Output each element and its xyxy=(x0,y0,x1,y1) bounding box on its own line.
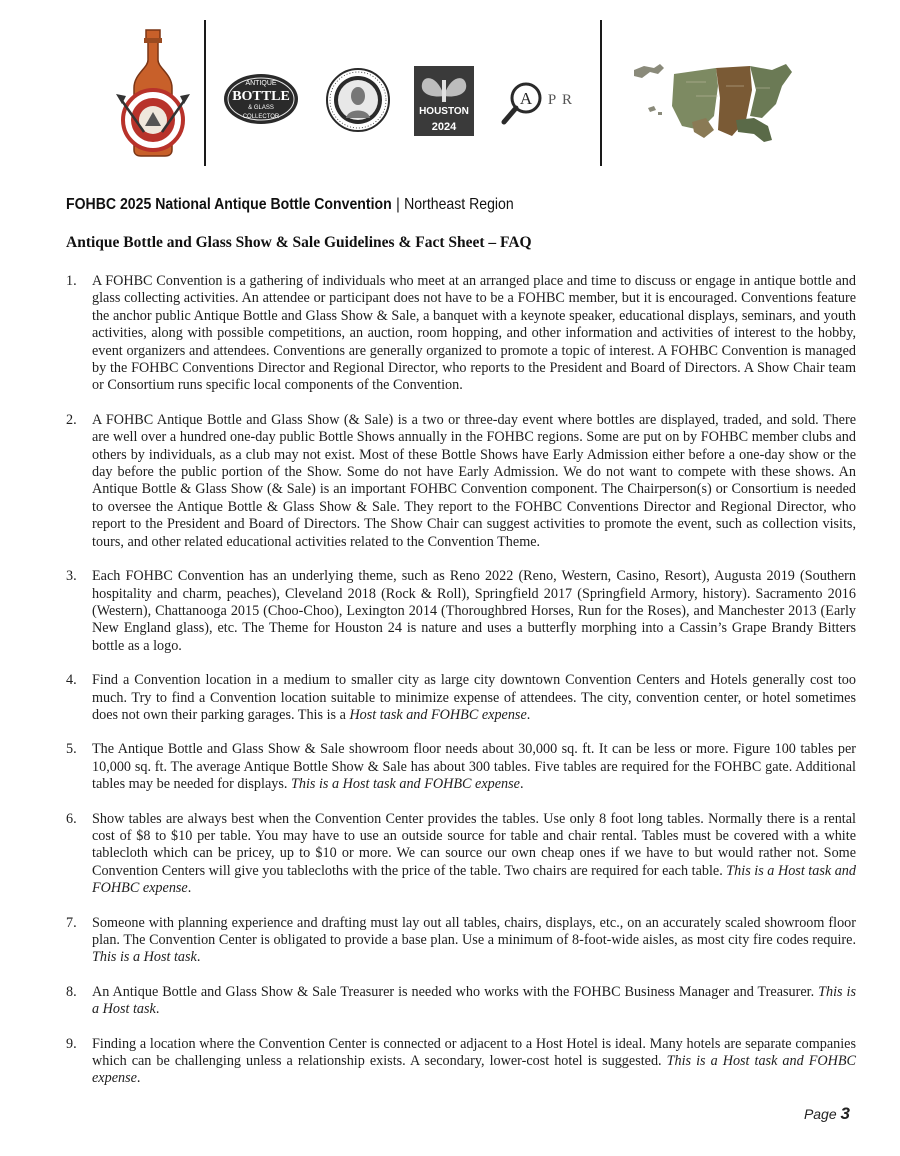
faq-text: An Antique Bottle and Glass Show & Sale Treasurer is needed who works with the FOHBC Business Manager and Treasurer. xyxy=(92,983,819,1000)
faq-number: 5. xyxy=(66,741,77,758)
faq-text: The Antique Bottle and Glass Show & Sale showroom floor needs about 30,000 sq. ft. It can be less or more. Figure 100 tables per 10,000 sq. ft. The average Antique Bottle Show & Sale has about 300 tables. Five tables are required for the FOHBC gate. Additional tables may be needed for displays. xyxy=(92,741,856,793)
faq-item-5 xyxy=(66,741,856,793)
apr-letter-p: P xyxy=(547,92,557,108)
faq-number: 9. xyxy=(66,1035,77,1052)
faq-item-9 xyxy=(66,1036,856,1088)
houston-year: 2024 xyxy=(431,121,457,133)
faq-number: 1. xyxy=(66,273,77,289)
faq-number: 8. xyxy=(66,983,77,1000)
faq-text: Find a Convention location in a medium to smaller city as large city downtown Convention Centers and Hotels generally cost too much. Try to find a Convention location suitable to minimize expense of attendees. The city, convention center, or hotel sometimes does not own their parking garages. This is a xyxy=(92,672,856,723)
houston-2024-logo xyxy=(414,66,474,136)
faq-tail: . xyxy=(519,776,524,793)
faq-item-3 xyxy=(66,568,856,655)
faq-subtitle: Antique Bottle and Glass Show & Sale Guidelines & Fact Sheet – FAQ xyxy=(66,234,532,251)
page-label: Page xyxy=(803,1106,837,1122)
faq-text: Someone with planning experience and drafting must lay out all tables, chairs, displays, etc., on an accurately scaled showroom floor plan. The Convention Center is obligated to provide a base plan. Use a minimum of 8-foot-wide aisles, as most city fire codes require. xyxy=(92,914,856,948)
abc-line-4: COLLECTOR xyxy=(242,114,280,120)
header-divider xyxy=(600,20,602,166)
page-title xyxy=(66,196,752,214)
apr-magnifier-logo xyxy=(500,78,582,128)
faq-tail: . xyxy=(196,949,201,966)
apr-letter-a: A xyxy=(519,89,533,108)
page-number xyxy=(804,1104,850,1124)
header-logos xyxy=(0,0,900,180)
title-separator: | xyxy=(396,196,400,213)
portrait-medallion-logo xyxy=(326,68,390,132)
faq-item-4 xyxy=(66,672,856,724)
us-regions-map xyxy=(626,56,796,148)
faq-text: Show tables are always best when the Convention Center provides the tables. Use only 8 foot long tables. Normally there is a rental cost of $8 to $10 per table. You may have to use an outside source for table and chair rental. Tables must be covered with a white tablecloth which can be pricey, up to $10 or more. We can source our own cheap ones if we have to but would rather not. Some Convention Centers will give you tablecloths with the price of the table. Two chairs are required for each table. xyxy=(92,810,856,879)
faq-number: 2. xyxy=(66,411,77,428)
faq-item-7 xyxy=(66,915,856,967)
faq-tail: . xyxy=(155,1001,160,1018)
abc-line-2: BOTTLE xyxy=(232,89,290,104)
antique-bottle-glass-collector-logo xyxy=(222,72,300,126)
page-number-value: 3 xyxy=(840,1104,850,1123)
faq-item-1 xyxy=(66,273,856,395)
faq-note: This is a Host task and FOHBC expense xyxy=(92,862,856,897)
faq-note: This is a Host task and FOHBC expense xyxy=(290,776,520,793)
faq-note: This is a Host task xyxy=(92,949,197,966)
faq-text: A FOHBC Antique Bottle and Glass Show (& Sale) is a two or three-day event where bottles are displayed, traded, and sold. There are well over a hundred one-day public Bottle Shows annually in the FOHBC regions. Some are put on by FOHBC member clubs and others by individuals, as a club may not exist. Most of these Bottle Shows have Early Admission either before a one-day show or the day before the public portion of the Show. Some do not have Early Admission. We do not want to compete with these shows. An Antique Bottle & Glass Show (& Sale) is an important FOHBC Convention component. The Chairperson(s) or Consortium is needed to oversee the Antique Bottle & Glass Show & Sale. They report to the FOHBC Conventions Director and Regional Director, who report to the President and Board of Directors. The Show Chair can suggest activities to promote the event, such as collection visits, tours, and other related educational activities related to the Convention Theme. xyxy=(92,411,856,550)
faq-note: This is a Host task and FOHBC expense xyxy=(92,1053,856,1087)
faq-text: A FOHBC Convention is a gathering of individuals who meet at an arranged place and time to discuss or engage in antique bottle and glass collecting activities. An attendee or participant does not have to be a FOHBC member, but it is encouraged. Conventions feature the anchor public Antique Bottle and Glass Show & Sale, a banquet with a keynote speaker, educational displays, seminars, and youth activities, along with possible competitions, an auction, room hopping, and other information and activities of interest to the hobby, event organizers and attendees. Conventions are generally organized to promote a topic of interest. A FOHBC Convention is managed by the FOHBC Conventions Director and Regional Director, who reports to the President and Board of Directors. A Show Chair team or Consortium runs specific local components of the Convention. xyxy=(92,273,856,394)
faq-number: 6. xyxy=(66,810,77,827)
faq-text: Finding a location where the Convention Center is connected or adjacent to a Host Hotel is ideal. Many hotels are separate companies which can be challenging unless a relationship exists. A secondary, lower-cost hotel is suggested. xyxy=(92,1035,856,1070)
header-divider xyxy=(204,20,206,166)
faq-tail: . xyxy=(187,880,192,897)
houston-city: HOUSTON xyxy=(419,106,469,117)
faq-tail: . xyxy=(136,1070,141,1087)
faq-item-6 xyxy=(66,811,856,898)
faq-item-2 xyxy=(66,412,856,551)
abc-line-3: & GLASS xyxy=(248,105,274,111)
faq-item-8 xyxy=(66,984,856,1019)
abc-line-1: ANTIQUE xyxy=(245,80,277,87)
faq-text: Each FOHBC Convention has an underlying theme, such as Reno 2022 (Reno, Western, Casino, Resort), Augusta 2019 (Southern hospitality and charm, peaches), Cleveland 2018 (Rock & Roll), Springfield 2017 (Springfield Armory, history). Sacramento 2016 (Western), Chattanooga 2015 (Choo-Choo), Lexington 2014 (Thoroughbred Horses, Run for the Roses), and Manchester 2013 (Early New England glass), etc. The Theme for Houston 24 is nature and uses a butterfly morphing into a Cassin’s Grape Brandy Bitters bottle as a logo. xyxy=(92,568,856,654)
faq-number: 4. xyxy=(66,672,77,689)
faq-tail: . xyxy=(526,706,531,723)
faq-number: 3. xyxy=(66,568,77,585)
faq-note: Host task and FOHBC expense xyxy=(349,706,527,723)
fohbc-bottle-logo xyxy=(108,28,198,158)
region-label: Northeast Region xyxy=(404,196,514,213)
faq-note: This is a Host task xyxy=(92,983,856,1018)
convention-title: FOHBC 2025 National Antique Bottle Convention xyxy=(66,196,392,213)
apr-letter-r: R xyxy=(561,92,573,108)
faq-list xyxy=(66,273,856,1105)
faq-number: 7. xyxy=(66,914,77,931)
